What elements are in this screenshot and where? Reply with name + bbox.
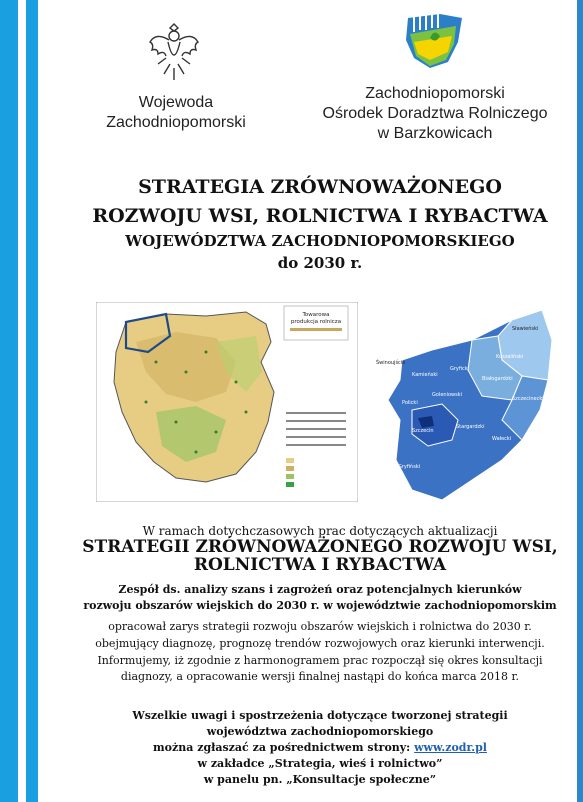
- poland-map-title-2: produkcja rolnicza: [290, 319, 342, 325]
- odr-name: [300, 84, 570, 144]
- region-label: Kamieński: [412, 372, 438, 378]
- left-stripe: [0, 0, 18, 802]
- intro-text: W ramach dotychczasowych prac dotyczących aktualizacji: [142, 524, 498, 538]
- contact-line-3-text: można zgłaszać za pośrednictwem strony:: [153, 741, 415, 754]
- region-label: Gryficki: [450, 366, 470, 372]
- zachodniopomorskie-region-map: [372, 300, 562, 510]
- contact-line-1: Wszelkie uwagi i spostrzeżenia dotyczące tworzonej strategii: [132, 709, 508, 722]
- odr-line-1: Zachodniopomorski: [365, 85, 505, 102]
- odr-line-2: Ośrodek Doradztwa Rolniczego: [322, 105, 548, 122]
- eagle-emblem-icon: [146, 18, 202, 88]
- voivode-line-1: Wojewoda: [138, 94, 214, 111]
- poland-agriculture-map: [96, 302, 358, 502]
- odr-logo-icon: [400, 8, 470, 74]
- region-label: Świnoujście: [376, 360, 406, 366]
- voivode-line-2: Zachodniopomorski: [106, 114, 246, 131]
- left-stripe-thin: [26, 0, 38, 802]
- paragraph-line-4: diagnozy, a opracowanie wersji finalnej nastąpi do końca marca 2018 r.: [120, 670, 520, 683]
- contact-line-3: [60, 741, 580, 754]
- title-line-3: WOJEWÓDZTWA ZACHODNIOPOMORSKIEGO: [125, 232, 515, 250]
- contact-line-5: w panelu pn. „Konsultacje społeczne”: [203, 773, 437, 786]
- region-label: Gryfiński: [398, 464, 421, 470]
- paragraph-line-1: opracował zarys strategii rozwoju obszarów wiejskich i rolnictwa do 2030 r.: [108, 620, 532, 633]
- paragraph-line-3: Informujemy, iż zgodnie z harmonogramem prac rozpoczął się okres konsultacji: [97, 654, 543, 667]
- region-label: Policki: [402, 400, 418, 406]
- region-label: Białogardzki: [482, 376, 513, 382]
- region-label: Szczecinecki: [512, 396, 544, 402]
- title-line-2: ROZWOJU WSI, ROLNICTWA I RYBACTWA: [92, 205, 548, 227]
- team-line-2: rozwoju obszarów wiejskich do 2030 r. w województwie zachodniopomorskim: [83, 599, 557, 612]
- region-label: Koszaliński: [496, 354, 524, 360]
- team-line-1: Zespół ds. analizy szans i zagrożeń oraz potencjalnych kierunków: [118, 583, 522, 596]
- contact-line-4: w zakładce „Strategia, wieś i rolnictwo”: [197, 757, 443, 770]
- title-line-4: do 2030 r.: [277, 254, 363, 272]
- poland-map-title-1: Towarowa: [302, 312, 330, 318]
- title-line-1: STRATEGIA ZRÓWNOWAŻONEGO: [138, 176, 502, 198]
- region-label: Sławieński: [512, 326, 539, 332]
- paragraph-line-2: obejmujący diagnozę, prognozę trendów rozwojowych oraz kierunki interwencji.: [95, 637, 545, 650]
- body-heading-1: STRATEGII ZRÓWNOWAŻONEGO ROZWOJU WSI,: [82, 537, 558, 557]
- contact-line-2: województwa zachodniopomorskiego: [206, 725, 434, 738]
- region-label: Wałecki: [492, 436, 512, 442]
- region-label: Szczecin: [412, 428, 434, 434]
- odr-line-3: w Barzkowicach: [377, 125, 493, 142]
- body-heading-2: ROLNICTWA I RYBACTWA: [193, 555, 447, 575]
- voivode-name: [96, 93, 256, 133]
- zodr-link[interactable]: www.zodr.pl: [414, 741, 487, 754]
- region-label: Goleniowski: [432, 392, 462, 398]
- region-label: Stargardzki: [456, 424, 485, 430]
